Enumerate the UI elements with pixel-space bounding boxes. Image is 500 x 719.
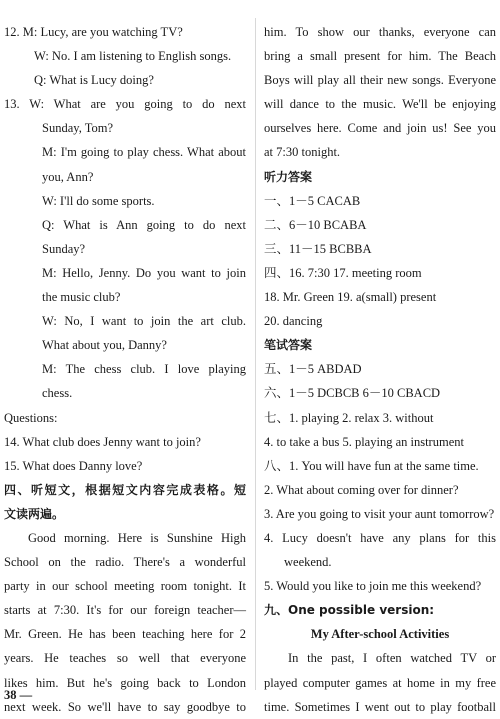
- dialogue-line: the music club?: [42, 290, 121, 305]
- essay-title: My After-school Activities: [310, 627, 450, 642]
- dialogue-line: Sunday?: [42, 241, 86, 256]
- dialogue-line: Q: What is Ann going to do next: [42, 217, 246, 232]
- answer-line: 5. Would you like to join me this weekend?: [264, 579, 482, 594]
- passage-line: will dance to the music. We'll be enjoying: [264, 97, 496, 112]
- answer-line: 2. What about coming over for dinner?: [264, 482, 459, 497]
- answer-line: 4. Lucy doesn't have any plans for this: [264, 530, 496, 545]
- passage-line: bring a small present for him. The Beach: [264, 49, 496, 64]
- essay-line: In the past, I often watched TV or: [288, 651, 496, 666]
- dialogue-line: Sunday, Tom?: [42, 121, 113, 136]
- passage-line: ourselves here. Come and join us! See you: [264, 121, 496, 136]
- passage-line: Boys will play all their new songs. Everyone: [264, 73, 496, 88]
- question-line: 14. What club does Jenny want to join?: [4, 434, 201, 449]
- passage-line: Mr. Green. He has been teaching here for 2: [4, 627, 246, 642]
- dialogue-line: M: Hello, Jenny. Do you want to join: [42, 265, 246, 280]
- passage-line: at 7:30 tonight.: [264, 145, 341, 160]
- listening-answers-heading: 听力答案: [264, 169, 313, 184]
- questions-label: Questions:: [4, 410, 58, 425]
- sample-essay-label: 九、One possible version:: [264, 603, 435, 618]
- answer-line: 六、1－5 DCBCB 6－10 CBACD: [264, 386, 441, 401]
- dialogue-line: you, Ann?: [42, 169, 94, 184]
- written-answers-heading: 笔试答案: [264, 338, 313, 353]
- column-divider: [255, 18, 256, 690]
- question-line: 15. What does Danny love?: [4, 458, 143, 473]
- dialogue-line: chess.: [42, 386, 73, 401]
- dialogue-line: 12. M: Lucy, are you watching TV?: [4, 25, 183, 39]
- dialogue-line: Q: What is Lucy doing?: [34, 73, 154, 88]
- answer-line: 18. Mr. Green 19. a(small) present: [264, 290, 437, 305]
- essay-line: time. Sometimes I went out to play football: [264, 699, 496, 714]
- passage-line: him. To show our thanks, everyone can: [264, 25, 496, 39]
- answer-line: 七、1. playing 2. relax 3. without: [264, 410, 434, 425]
- passage-line: likes him. But he's going back to London: [4, 675, 246, 690]
- right-column: [264, 20, 496, 719]
- section-heading: 文读两遍。: [4, 506, 65, 521]
- answer-line: weekend.: [284, 555, 332, 570]
- answer-line: 4. to take a bus 5. playing an instrument: [264, 434, 464, 449]
- dialogue-line: 13. W: What are you going to do next: [4, 97, 246, 112]
- answer-line: 一、1－5 CACAB: [264, 193, 361, 208]
- passage-line: Good morning. Here is Sunshine High: [28, 530, 246, 545]
- dialogue-line: W: No, I want to join the art club.: [42, 314, 246, 329]
- left-column: [4, 20, 246, 719]
- answer-line: 三、11－15 BCBBA: [264, 241, 372, 256]
- answer-line: 20. dancing: [264, 314, 323, 329]
- answer-line: 八、1. You will have fun at the same time.: [264, 458, 479, 473]
- answer-line: 3. Are you going to visit your aunt tomorrow?: [264, 506, 495, 521]
- passage-line: next week. So we'll have to say goodbye to: [4, 699, 246, 714]
- answer-line: 五、1－5 ABDAD: [264, 362, 362, 377]
- passage-line: School on the radio. There's a wonderful: [4, 555, 246, 570]
- dialogue-line: M: The chess club. I love playing: [42, 362, 246, 377]
- passage-line: party in our school meeting room tonight. It: [4, 579, 246, 594]
- dialogue-line: W: No. I am listening to English songs.: [34, 49, 232, 64]
- section-heading: 四、听短文，根据短文内容完成表格。短: [4, 482, 246, 497]
- essay-line: played computer games at home in my free: [264, 675, 496, 690]
- dialogue-line: M: I'm going to play chess. What about: [42, 145, 246, 160]
- page-number: 38 —: [4, 688, 33, 702]
- passage-line: years. He teaches so well that everyone: [4, 651, 246, 666]
- dialogue-line: W: I'll do some sports.: [42, 193, 155, 208]
- answer-line: 二、6－10 BCABA: [264, 217, 367, 232]
- answer-line: 四、16. 7:30 17. meeting room: [264, 265, 422, 280]
- dialogue-line: What about you, Danny?: [42, 338, 167, 353]
- passage-line: starts at 7:30. It's for our foreign teacher—: [4, 603, 246, 618]
